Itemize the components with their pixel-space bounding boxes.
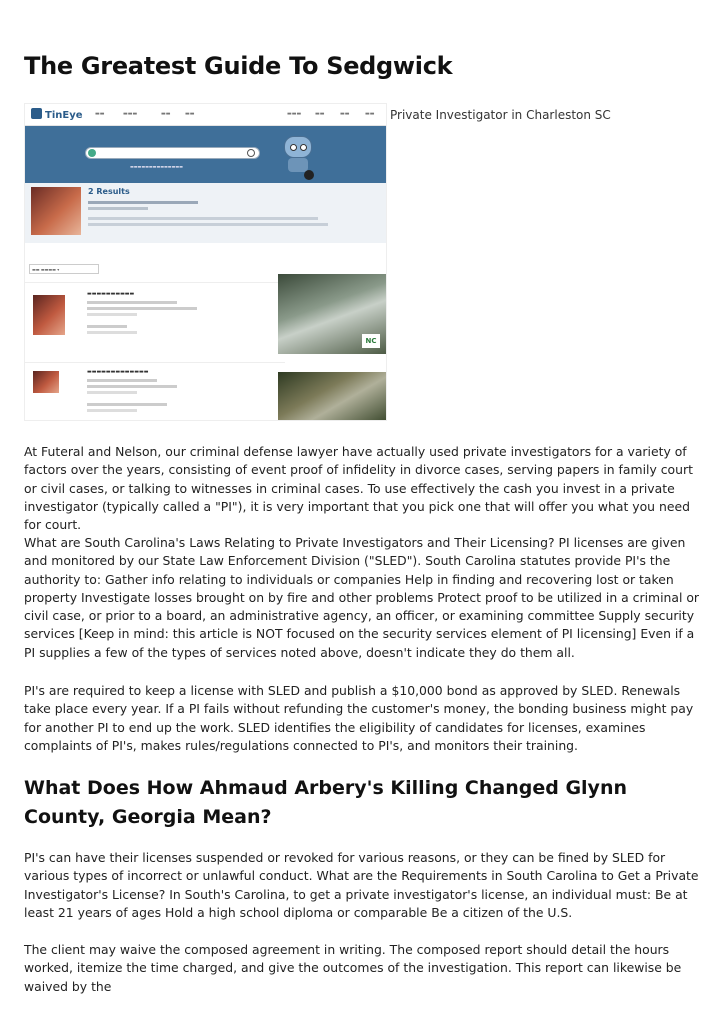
tineye-search-hero bbox=[25, 126, 387, 183]
paragraph: At Futeral and Nelson, our criminal defense lawyer have actually used private investigators for a variety of factors over the years, consisting of event proof of infidelity in divorce cases, serving papers in family court or civil cases, or talking to witnesses in criminal cases. To use effectively the cash you invest in a private investigator (typically called a "PI"), it is very important that you pick one that will offer you what you need for court. bbox=[24, 444, 693, 533]
result-line bbox=[87, 403, 167, 406]
result-line bbox=[87, 307, 197, 310]
page-title: The Greatest Guide To Sedgwick bbox=[24, 52, 453, 80]
result-link: ▬▬▬▬▬▬▬▬▬▬ bbox=[87, 291, 135, 297]
paragraph: What are South Carolina's Laws Relating to Private Investigators and Their Licensing? PI licenses are given and monitored by our State Law Enforcement Division ("SLED"). South Carolina statutes provide PI's the authority to: Gather info relating to individuals or companies Help in finding and recovering lost or taken property Investigate losses brought on by fire and other problems Protect proof to be utilized in a criminal or civil case, or prior to a board, an administrative agency, an officer, or examining committee Supply security services [Keep in mind: this article is NOT focused on the security services element of PI licensing] Even if a PI supplies a few of the types of services noted above, doesn't indicate they do them all. bbox=[24, 535, 700, 660]
summary-line bbox=[88, 223, 328, 226]
result-line bbox=[87, 325, 127, 328]
nav-link: ▬▬ bbox=[365, 111, 375, 117]
paragraph: The client may waive the composed agreement in writing. The composed report should detail the hours worked, itemize the time charged, and give the outcomes of the investigation. This report can likewise be waived by the bbox=[24, 942, 682, 994]
search-icon bbox=[247, 149, 255, 157]
result-thumbnail bbox=[33, 371, 59, 393]
nc-logo: NC bbox=[362, 334, 380, 348]
tineye-logo: TinEye bbox=[31, 108, 83, 122]
image-caption: Private Investigator in Charleston SC bbox=[390, 108, 611, 122]
sort-select: ▬▬ ▬▬▬▬ ▾ bbox=[29, 264, 99, 274]
results-count: 2 Results bbox=[88, 187, 130, 196]
nav-link: ▬▬ bbox=[161, 111, 171, 117]
upload-icon bbox=[88, 149, 96, 157]
result-line bbox=[87, 313, 137, 316]
result-line bbox=[87, 391, 137, 394]
result-line bbox=[87, 301, 177, 304]
result-link: ▬▬▬▬▬▬▬▬▬▬▬▬▬ bbox=[87, 369, 149, 375]
nav-link: ▬▬▬ bbox=[123, 111, 138, 117]
paragraph: PI's are required to keep a license with SLED and publish a $10,000 bond as approved by SLED. Renewals take place every year. If a PI fails without refunding the customer's money, the bonding business might pay for another PI to end up the work. SLED identifies the eligibility of candidates for licenses, examines complaints of PI's, makes rules/regulations connected to PI's, and monitors their training. bbox=[24, 683, 694, 753]
search-input bbox=[85, 147, 260, 159]
nav-link: ▬▬ bbox=[95, 111, 105, 117]
result-row bbox=[25, 282, 285, 352]
result-line bbox=[87, 385, 177, 388]
tineye-navbar bbox=[25, 104, 387, 126]
result-row bbox=[25, 362, 285, 421]
result-line bbox=[87, 331, 137, 334]
result-line bbox=[87, 409, 137, 412]
nav-link: ▬▬ bbox=[185, 111, 195, 117]
hint-text: ▬▬▬▬▬▬▬▬▬▬▬▬▬▬ bbox=[130, 164, 183, 169]
waterfall-ad-image bbox=[278, 274, 386, 354]
paragraph: PI's can have their licenses suspended or revoked for various reasons, or they can be fined by SLED for various types of incorrect or unlawful conduct. What are the Requirements in South Carolina to Get a Private Investigator's License? In South's Carolina, to get a private investigator's license, an individual must: Be at least 21 years of ages Hold a high school diploma or comparable Be a citizen of the U.S. bbox=[24, 850, 699, 920]
nav-link: ▬▬ bbox=[340, 111, 350, 117]
nav-link: ▬▬ bbox=[315, 111, 325, 117]
summary-line bbox=[88, 217, 318, 220]
robot-mascot-icon bbox=[280, 136, 316, 180]
results-summary bbox=[25, 183, 387, 243]
section-heading: What Does How Ahmaud Arbery's Killing Changed Glynn County, Georgia Mean? bbox=[24, 777, 627, 828]
tineye-screenshot-image bbox=[24, 103, 387, 421]
forest-stream-image bbox=[278, 372, 386, 421]
result-thumbnail bbox=[33, 295, 65, 335]
nav-link: ▬▬▬ bbox=[287, 111, 302, 117]
query-photo bbox=[31, 187, 81, 235]
summary-line bbox=[88, 207, 148, 210]
result-line bbox=[87, 379, 157, 382]
summary-line bbox=[88, 201, 198, 204]
